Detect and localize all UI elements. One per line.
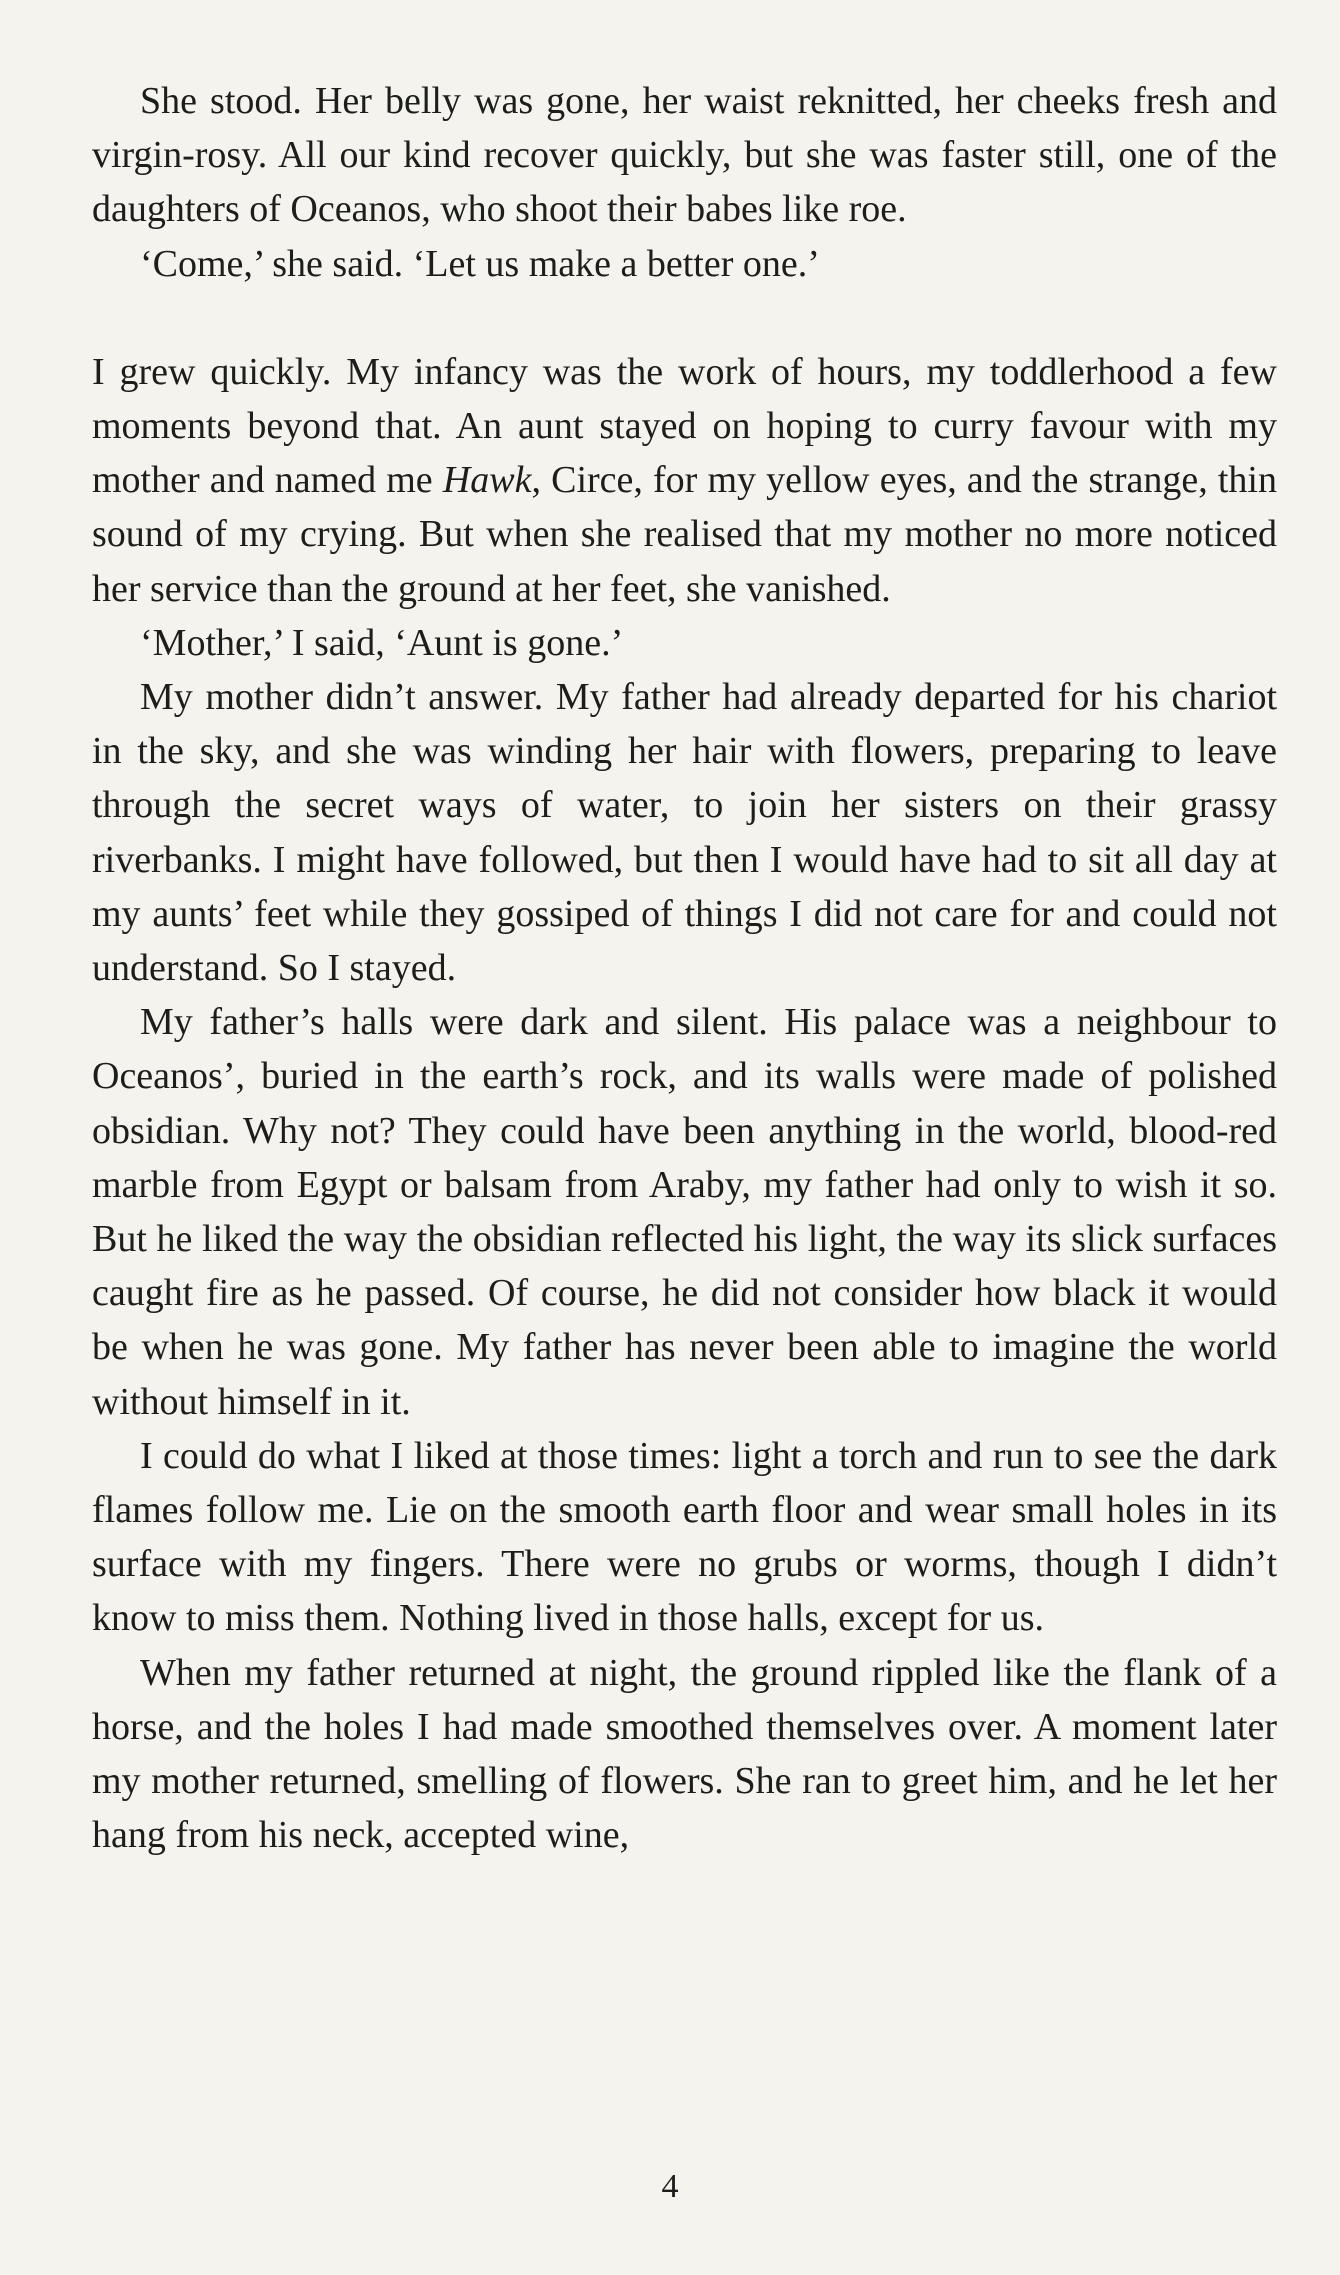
page-number: 4	[661, 2168, 679, 2205]
paragraph: ‘Come,’ she said. ‘Let us make a better one.’	[140, 242, 820, 285]
paragraph: My mother didn’t answer. My father had already departed for his chariot in the sky, and she was winding her hair with flowers, preparing to leave through the secret ways of water, to join her sisters on their grassy riverbanks. I might have followed, but then I would have had to sit all day at my aunts’ feet while they gossiped of things I did not care for and could not understand. So I stayed.	[92, 676, 1277, 990]
text-run: , Circe, for my yellow eyes, and the strange, thin sound of my crying. But when she realised that my mother no more noticed her service than the ground at her feet, she vanished.	[92, 459, 1277, 610]
body-text	[92, 74, 1277, 1863]
italic-text: Hawk	[442, 459, 532, 502]
paragraph: When my father returned at night, the ground rippled like the flank of a horse, and the holes I had made smoothed themselves over. A moment later my mother returned, smelling of flowers. She ran to greet him, and he let her hang from his neck, accepted wine,	[92, 1651, 1277, 1857]
paragraph: ‘Mother,’ I said, ‘Aunt is gone.’	[140, 621, 624, 664]
text-run: I grew quickly. My infancy was the work of hours, my toddlerhood a few moments beyond that. An aunt stayed on hoping to curry favour with my mother and named me	[92, 350, 1277, 502]
paragraph	[92, 345, 1277, 616]
section-break	[92, 291, 1277, 345]
paragraph: My father’s halls were dark and silent. His palace was a neighbour to Oceanos’, buried in the earth’s rock, and its walls were made of polished obsidian. Why not? They could have been anything in the world, blood-red marble from Egypt or balsam from Araby, my father had only to wish it so. But he liked the way the obsidian reflected his light, the way its slick surfaces caught fire as he passed. Of course, he did not consider how black it would be when he was gone. My father has never been able to imagine the world without himself in it.	[92, 1001, 1277, 1423]
paragraph: I could do what I liked at those times: light a torch and run to see the dark flames follow me. Lie on the smooth earth floor and wear small holes in its surface with my fingers. There were no grubs or worms, though I didn’t know to miss them. Nothing lived in those halls, except for us.	[92, 1434, 1277, 1640]
paragraph: She stood. Her belly was gone, her waist reknitted, her cheeks fresh and virgin-rosy. All our kind recover quickly, but she was faster still, one of the daughters of Oceanos, who shoot their babes like roe.	[92, 80, 1277, 231]
